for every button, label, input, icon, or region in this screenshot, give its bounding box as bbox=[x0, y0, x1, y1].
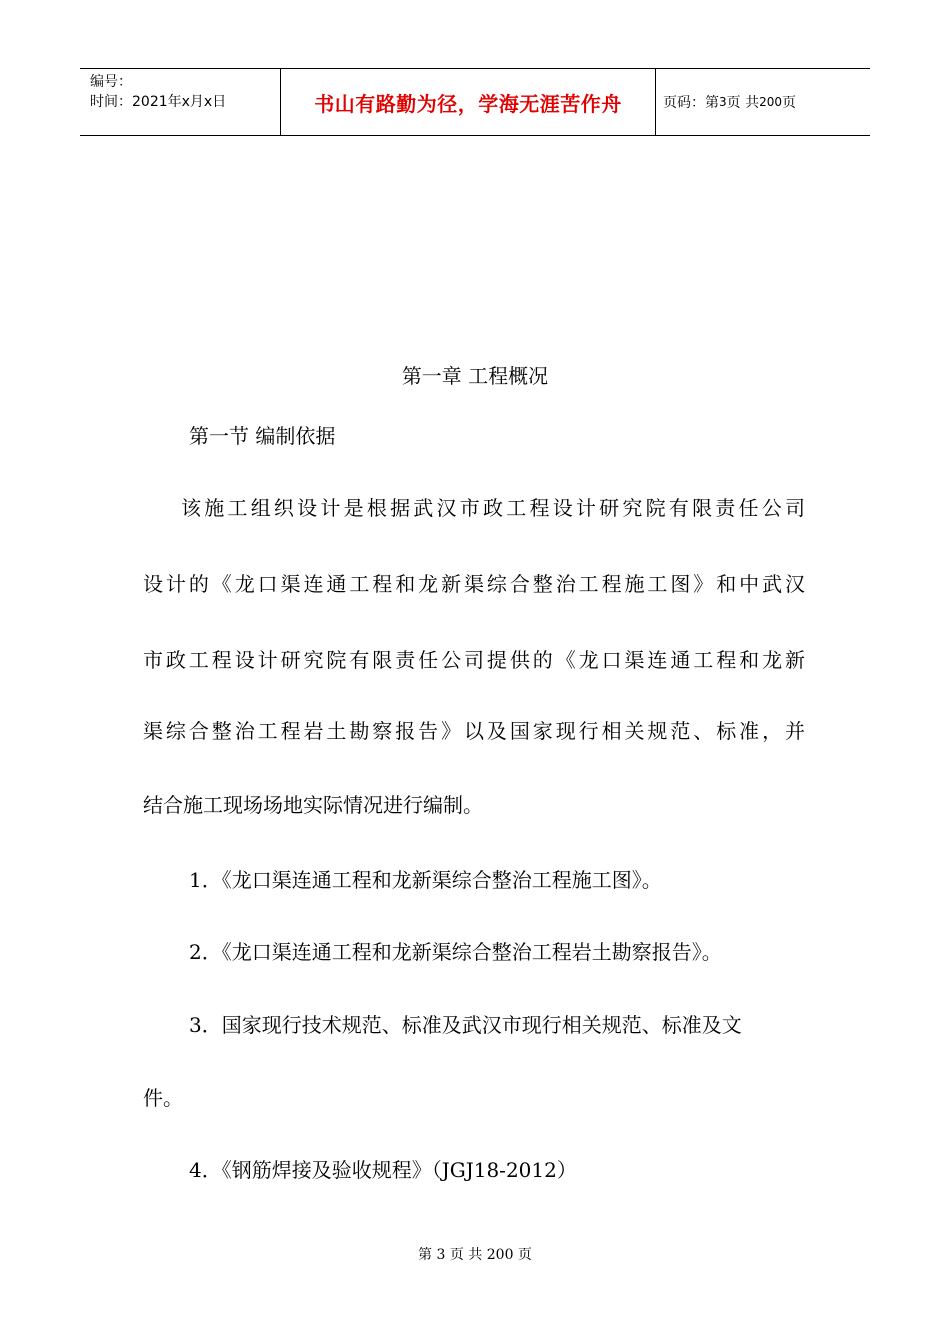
header-info-cell bbox=[80, 69, 281, 135]
section-title: 第一节 编制依据 bbox=[189, 424, 336, 448]
list-item: 4．《钢筋焊接及验收规程》（JGJ18-2012） bbox=[189, 1158, 577, 1182]
paragraph-line: 设计的《龙口渠连通工程和龙新渠综合整治工程施工图》和中武汉 bbox=[143, 572, 805, 596]
header-page-current: 3 bbox=[719, 95, 727, 109]
paragraph-line: 该施工组织设计是根据武汉市政工程设计研究院有限责任公司 bbox=[181, 496, 805, 520]
paragraph-line: 市政工程设计研究院有限责任公司提供的《龙口渠连通工程和龙新 bbox=[143, 648, 805, 672]
list-item: 1．《龙口渠连通工程和龙新渠综合整治工程施工图》。 bbox=[189, 868, 662, 892]
paragraph-line: 结合施工现场场地实际情况进行编制。 bbox=[143, 793, 483, 817]
header-page-total: 200 bbox=[759, 95, 782, 109]
header-date: 时间：2021年x月x日 bbox=[90, 94, 227, 110]
paragraph-line: 渠综合整治工程岩土勘察报告》以及国家现行相关规范、标准，并 bbox=[143, 719, 805, 743]
header-page-middle: 页 共 bbox=[726, 95, 760, 111]
chapter-title: 第一章 工程概况 bbox=[401, 364, 549, 388]
page-footer: 第 3 页 共 200 页 bbox=[418, 1247, 532, 1263]
list-item-continuation: 件。 bbox=[143, 1086, 183, 1110]
header-motto: 书山有路勤为径，学海无涯苦作舟 bbox=[314, 91, 622, 116]
header-page-prefix: 页码：第 bbox=[663, 95, 719, 111]
list-item: 3．国家现行技术规范、标准及武汉市现行相关规范、标准及文 bbox=[189, 1013, 742, 1037]
page-header bbox=[80, 68, 870, 136]
header-page-suffix: 页 bbox=[782, 95, 796, 111]
header-motto-cell bbox=[281, 69, 656, 135]
list-item: 2．《龙口渠连通工程和龙新渠综合整治工程岩土勘察报告》。 bbox=[189, 940, 722, 964]
header-page-cell bbox=[656, 69, 870, 135]
header-number-label: 编号： bbox=[90, 74, 132, 90]
